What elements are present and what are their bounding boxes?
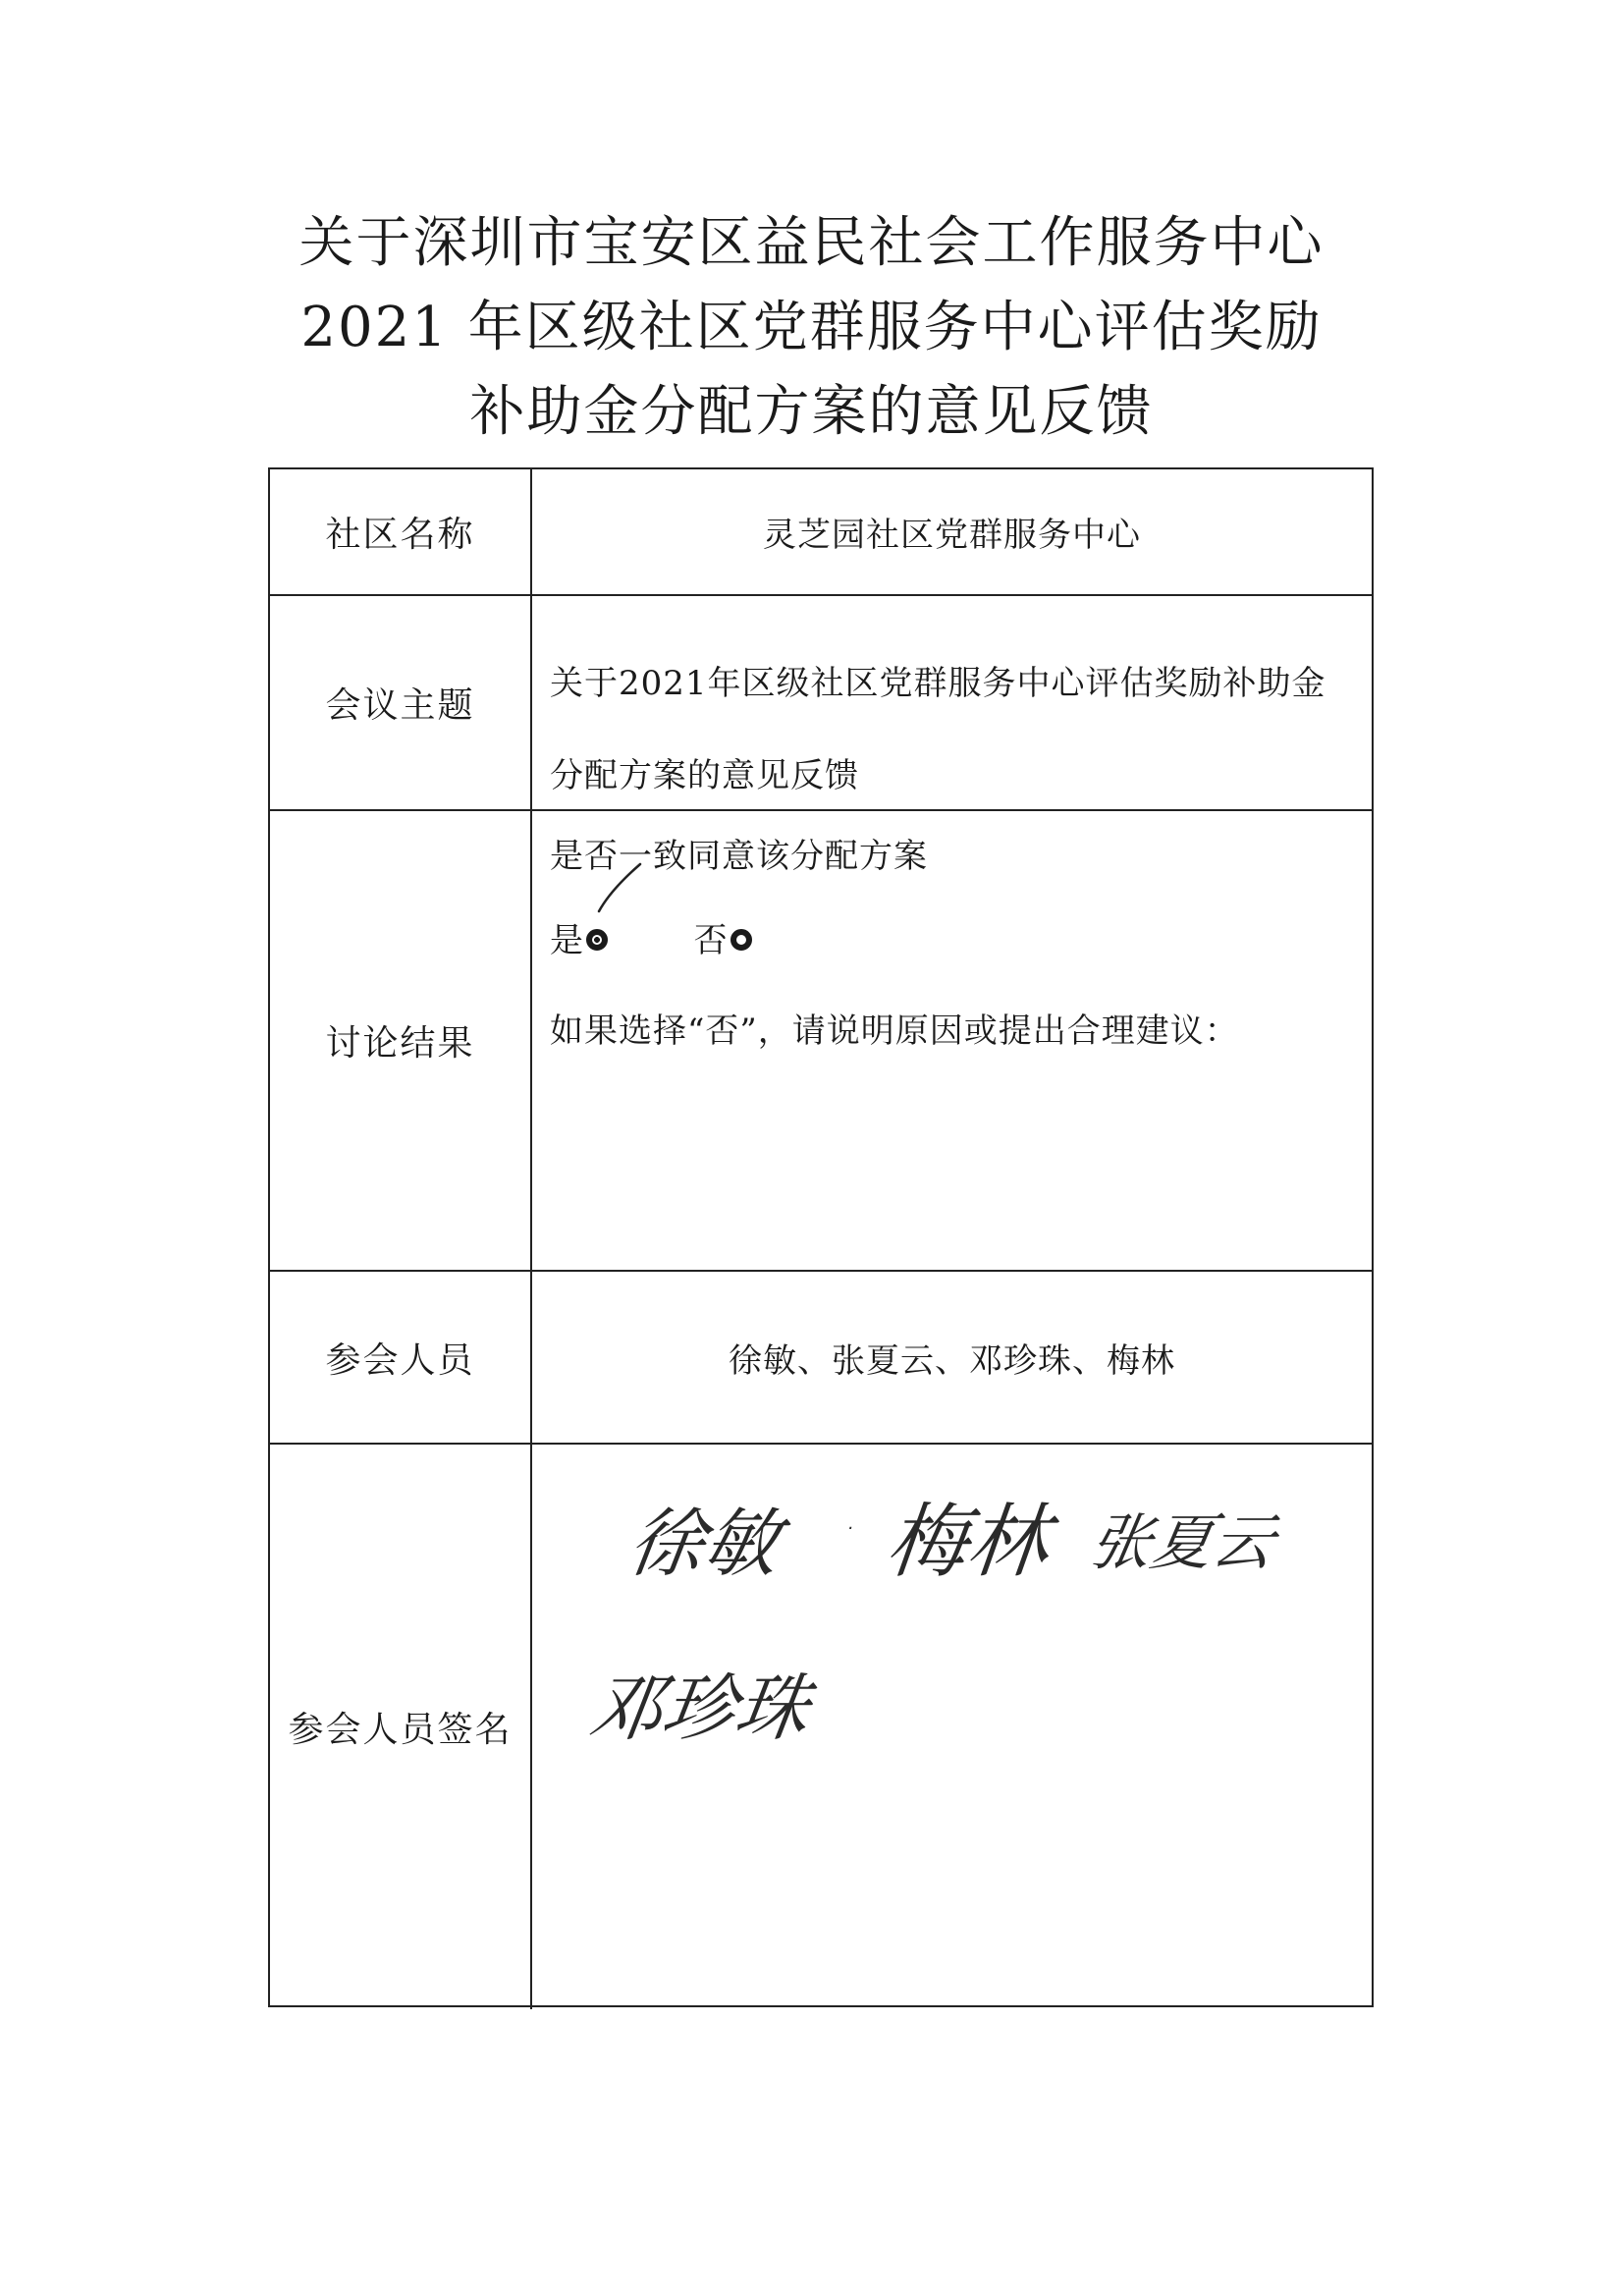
checkmark-icon xyxy=(589,860,648,919)
reason-prompt: 如果选择“否”，请说明原因或提出合理建议： xyxy=(550,1011,1239,1051)
meeting-topic-value: 关于2021年区级社区党群服务中心评估奖励补助金分配方案的意见反馈 xyxy=(550,664,1326,795)
document-title xyxy=(0,201,1623,455)
agreement-question: 是否一致同意该分配方案 xyxy=(550,837,928,876)
discussion-result-label: 讨论结果 xyxy=(270,811,532,1270)
option-no-radio[interactable] xyxy=(730,929,752,951)
feedback-form-table xyxy=(268,467,1374,2007)
signature-4: 邓珍珠 xyxy=(584,1667,815,1751)
title-line-3: 补助金分配方案的意见反馈 xyxy=(469,380,1154,444)
signatures-label: 参会人员签名 xyxy=(270,1445,532,2009)
signature-1: 徐敏 xyxy=(622,1500,785,1587)
community-name-label: 社区名称 xyxy=(270,469,532,594)
attendees-label: 参会人员 xyxy=(270,1272,532,1443)
row-community-name xyxy=(270,469,1372,594)
row-discussion-result xyxy=(270,809,1372,1270)
title-line-2: 2021 年区级社区党群服务中心评估奖励 xyxy=(300,296,1323,359)
community-name-value: 灵芝园社区党群服务中心 xyxy=(763,516,1141,555)
option-yes-label: 是 xyxy=(550,921,584,960)
row-meeting-topic xyxy=(270,594,1372,809)
signature-2: 梅林 xyxy=(882,1496,1054,1589)
signature-separator: . xyxy=(848,1513,854,1534)
attendees-value: 徐敏、张夏云、邓珍珠、梅林 xyxy=(729,1340,1175,1381)
meeting-topic-cell xyxy=(532,596,1372,809)
discussion-result-cell xyxy=(532,811,1372,1270)
option-yes-radio[interactable] xyxy=(586,929,608,951)
row-attendees xyxy=(270,1270,1372,1443)
signatures-area xyxy=(532,1445,1372,2009)
option-no-label: 否 xyxy=(693,921,729,960)
row-signatures xyxy=(270,1443,1372,2009)
meeting-topic-label: 会议主题 xyxy=(270,596,532,809)
signature-3: 张夏云 xyxy=(1084,1506,1280,1578)
title-line-1: 关于深圳市宝安区益民社会工作服务中心 xyxy=(298,211,1325,275)
agreement-options xyxy=(550,913,752,961)
